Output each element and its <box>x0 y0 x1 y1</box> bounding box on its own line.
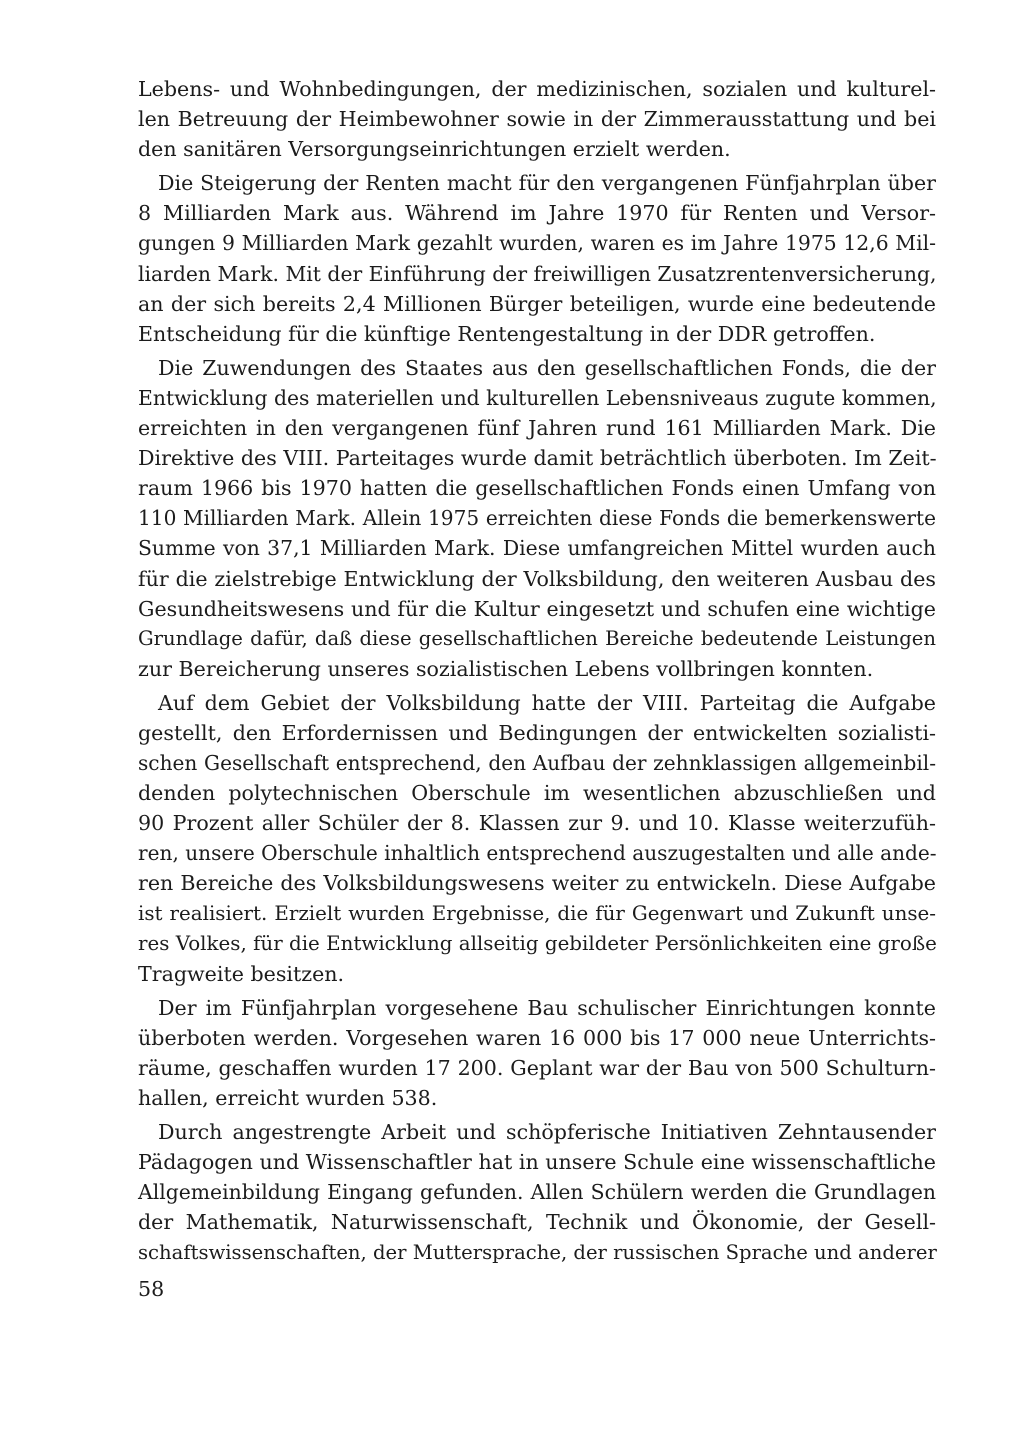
text-line: gungen 9 Milliarden Mark gezahlt wurden, waren es im Jahre 1975 12,6 Mil- <box>138 231 936 256</box>
text-line: denden polytechnischen Oberschule im wesentlichen abzuschließen und <box>138 781 936 806</box>
text-line: Der im Fünfjahrplan vorgesehene Bau schulischer Einrichtungen konnte <box>158 995 936 1020</box>
text-line: Die Zuwendungen des Staates aus den gesellschaftlichen Fonds, die der <box>158 355 936 380</box>
text-line: der Mathematik, Naturwissenschaft, Technik und Ökonomie, der Gesell- <box>138 1210 936 1235</box>
text-line: Entwicklung des materiellen und kulturellen Lebensniveaus zugute kommen, <box>138 385 937 410</box>
text-line: 90 Prozent aller Schüler der 8. Klassen zur 9. und 10. Klasse weiterzufüh- <box>138 811 936 836</box>
page-number: 58 <box>138 1277 165 1301</box>
text-line: len Betreuung der Heimbewohner sowie in der Zimmerausstattung und bei <box>138 107 936 132</box>
text-line: zur Bereicherung unseres sozialistischen Lebens vollbringen konnten. <box>138 656 874 681</box>
text-line: Direktive des VIII. Parteitages wurde damit beträchtlich überboten. Im Zeit- <box>138 446 937 471</box>
text-line: Die Steigerung der Renten macht für den vergangenen Fünfjahrplan über <box>158 171 936 196</box>
text-line: Gesundheitswesens und für die Kultur eingesetzt und schufen eine wichtige <box>138 596 936 621</box>
text-line: raum 1966 bis 1970 hatten die gesellschaftlichen Fonds einen Umfang von <box>138 476 936 501</box>
text-line: Grundlage dafür, daß diese gesellschaftlichen Bereiche bedeutende Leistungen <box>138 626 936 650</box>
text-line: ist realisiert. Erzielt wurden Ergebnisse, die für Gegenwart und Zukunft unse- <box>138 901 936 925</box>
text-line: Pädagogen und Wissenschaftler hat in unsere Schule eine wissenschaftliche <box>138 1150 936 1175</box>
text-line: ren, unsere Oberschule inhaltlich entsprechend auszugestalten und alle ande- <box>138 841 937 866</box>
text-line: für die zielstrebige Entwicklung der Volksbildung, den weiteren Ausbau des <box>138 566 936 591</box>
text-line: ren Bereiche des Volksbildungswesens weiter zu entwickeln. Diese Aufgabe <box>138 871 936 896</box>
text-line: überboten werden. Vorgesehen waren 16 000 bis 17 000 neue Unterrichts- <box>138 1025 936 1050</box>
text-line: gestellt, den Erfordernissen und Bedingungen der entwickelten sozialisti- <box>138 720 936 745</box>
body-text <box>138 74 936 1268</box>
text-line: 8 Milliarden Mark aus. Während im Jahre 1970 für Renten und Versor- <box>138 201 936 226</box>
text-line: Durch angestrengte Arbeit und schöpferische Initiativen Zehntausender <box>158 1120 936 1145</box>
text-line: den sanitären Versorgungseinrichtungen erzielt werden. <box>138 137 731 162</box>
text-line: Lebens- und Wohnbedingungen, der medizinischen, sozialen und kulturel- <box>138 77 936 101</box>
text-line: schen Gesellschaft entsprechend, den Aufbau der zehnklassigen allgemeinbil- <box>138 751 936 776</box>
text-line: res Volkes, für die Entwicklung allseitig gebildeter Persönlichkeiten eine große <box>138 931 937 955</box>
text-line: an der sich bereits 2,4 Millionen Bürger beteiligen, wurde eine bedeutende <box>138 291 936 316</box>
text-line: räume, geschaffen wurden 17 200. Geplant war der Bau von 500 Schulturn- <box>138 1056 936 1080</box>
text-line: hallen, erreicht wurden 538. <box>138 1086 438 1111</box>
text-line: 110 Milliarden Mark. Allein 1975 erreichten diese Fonds die bemerkenswerte <box>138 506 936 531</box>
text-line: Tragweite besitzen. <box>138 961 345 986</box>
text-line: Auf dem Gebiet der Volksbildung hatte der VIII. Parteitag die Aufgabe <box>158 690 936 715</box>
text-line: liarden Mark. Mit der Einführung der freiwilligen Zusatzrentenversicherung, <box>138 261 937 286</box>
text-line: Allgemeinbildung Eingang gefunden. Allen Schülern werden die Grundlagen <box>138 1180 936 1205</box>
text-line: Entscheidung für die künftige Rentengestaltung in der DDR getroffen. <box>138 321 876 346</box>
text-line: erreichten in den vergangenen fünf Jahren rund 161 Milliarden Mark. Die <box>138 416 936 441</box>
text-line: schaftswissenschaften, der Muttersprache, der russischen Sprache und anderer <box>138 1240 937 1264</box>
text-line: Summe von 37,1 Milliarden Mark. Diese umfangreichen Mittel wurden auch <box>138 536 936 561</box>
